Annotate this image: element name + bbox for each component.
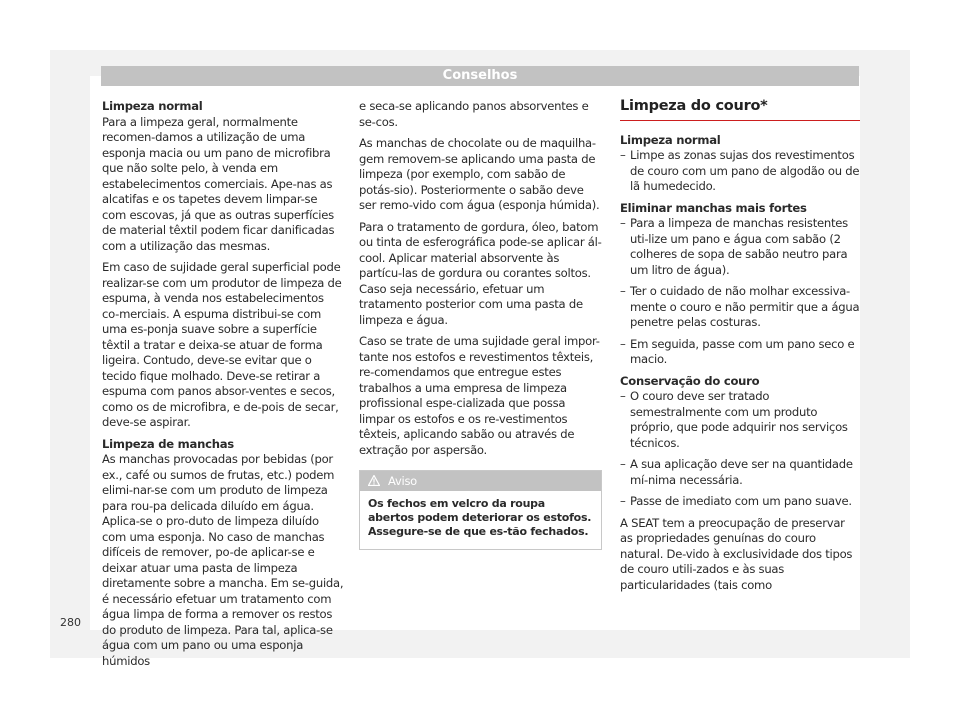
heading-limpeza-normal: Limpeza normal xyxy=(102,99,203,113)
notice-text: Os fechos em velcro da roupa abertos podem deteriorar os estofos. Assegure-se de que es-tão fechados. xyxy=(368,497,592,538)
list-item-text: O couro deve ser tratado semestralmente com um produto próprio, que pode adquirir nos serviços técnicos. xyxy=(630,389,848,450)
paragraph: Em caso de sujidade geral superficial pode realizar-se com um produtor de limpeza de espuma, à venda nos estabelecimentos co-merciais. A espuma distribui-se com uma es-ponja suave sobre a superfície têxtil a tratar e deixa-se atuar de forma ligeira. Contudo, deve-se evitar que o tecido fique molhado. Deve-se retirar a espuma com panos absor-ventes e secos, como os de microfibra, e de-pois de secar, deve-se aspirar. xyxy=(102,260,342,429)
info-icon xyxy=(368,475,380,486)
list-item-text: A sua aplicação deve ser na quantidade mí-nima necessária. xyxy=(630,457,853,487)
notice-box xyxy=(359,470,602,550)
dash-bullet: – xyxy=(620,457,626,471)
list-item xyxy=(620,389,860,451)
column-1 xyxy=(102,99,344,675)
list-item xyxy=(620,337,860,368)
list xyxy=(620,148,860,195)
dash-bullet: – xyxy=(620,216,626,230)
paragraph: As manchas de chocolate ou de maquilha-gem removem-se aplicando uma pasta de limpeza (por exemplo, com sabão de potás-sio). Posteriormente o sabão deve ser remo-vido com água (esponja húmida). xyxy=(359,136,600,212)
heading-limpeza-normal: Limpeza normal xyxy=(620,132,721,147)
notice-title: Aviso xyxy=(388,474,417,488)
list-item xyxy=(620,216,860,278)
heading-conservacao: Conservação do couro xyxy=(620,373,760,388)
dash-bullet: – xyxy=(620,148,626,162)
column-2 xyxy=(359,99,602,550)
list-item xyxy=(620,457,860,488)
dash-bullet: – xyxy=(620,284,626,298)
page-number: 280 xyxy=(60,616,81,629)
list-item xyxy=(620,284,860,331)
list-item-text: Em seguida, passe com um pano seco e macio. xyxy=(630,336,855,366)
list-item-text: Para a limpeza de manchas resistentes uti-lize um pano e água com sabão (2 colheres de sopa de sabão neutro para um litro de água). xyxy=(630,216,848,277)
heading-manchas-fortes: Eliminar manchas mais fortes xyxy=(620,200,807,215)
list-item xyxy=(620,148,860,195)
dash-bullet: – xyxy=(620,389,626,403)
dash-bullet: – xyxy=(620,336,626,351)
paragraph: A SEAT tem a preocupação de preservar as propriedades genuínas do couro natural. De-vido à exclusividade dos tipos de couro utili-zados e às suas particularidades (tais como xyxy=(620,515,853,592)
paragraph: e seca-se aplicando panos absorventes e se-cos. xyxy=(359,99,589,129)
chapter-header: Conselhos xyxy=(101,66,859,86)
paragraph: Caso se trate de uma sujidade geral impor-tante nos estofos e revestimentos têxteis, re-comendamos que entregue estes trabalhos a uma empresa de limpeza profissional espe-cializada que possa limpar os estofos e os re-vestimentos têxteis, aplicando sabão ou através de extração por aspersão. xyxy=(359,334,600,457)
list-item xyxy=(620,494,860,510)
list-item-text: Passe de imediato com um pano suave. xyxy=(630,494,852,508)
list-item-text: Ter o cuidado de não molhar excessiva-mente o couro e não permitir que a água penetre pelas costuras. xyxy=(630,284,860,329)
paragraph: Para a limpeza geral, normalmente recomen-damos a utilização de uma esponja macia ou um pano de microfibra que não solte pelo, à venda em estabelecimentos comerciais. Ape-nas as alcatifas e os tapetes devem limpar-se com escovas, já que as outras superfícies de material têxtil podem ficar danificadas com a utilização das mesmas. xyxy=(102,114,335,253)
dash-bullet: – xyxy=(620,494,626,508)
paragraph: Para o tratamento de gordura, óleo, batom ou tinta de esferográfica pode-se aplicar ál-cool. Aplicar material absorvente às partícu-las de gordura ou corantes soltos. Caso seja necessário, efetuar um tratamento posterior com uma pasta de limpeza e água. xyxy=(359,219,602,327)
heading-limpeza-de-manchas: Limpeza de manchas xyxy=(102,436,234,451)
notice-header xyxy=(360,471,601,491)
paragraph: As manchas provocadas por bebidas (por ex., café ou sumos de frutas, etc.) podem elimi-nar-se com um produto de limpeza para rou-pa delicada diluído em água. Aplica-se o pro-duto de limpeza diluído com uma esponja. No caso de manchas difíceis de remover, po-de aplicar-se e deixar atuar uma pasta de limpeza diretamente sobre a mancha. Em se-guida, é necessário efetuar um tratamento com água limpa de forma a remover os restos do produto de limpeza. Para tal, aplica-se água com um pano ou uma esponja húmidos xyxy=(102,452,344,668)
list xyxy=(620,389,860,510)
list xyxy=(620,216,860,368)
list-item-text: Limpe as zonas sujas dos revestimentos de couro com um pano de algodão ou de lã humedecido. xyxy=(630,148,860,193)
column-3 xyxy=(620,99,860,599)
section-title: Limpeza do couro* xyxy=(620,99,860,121)
